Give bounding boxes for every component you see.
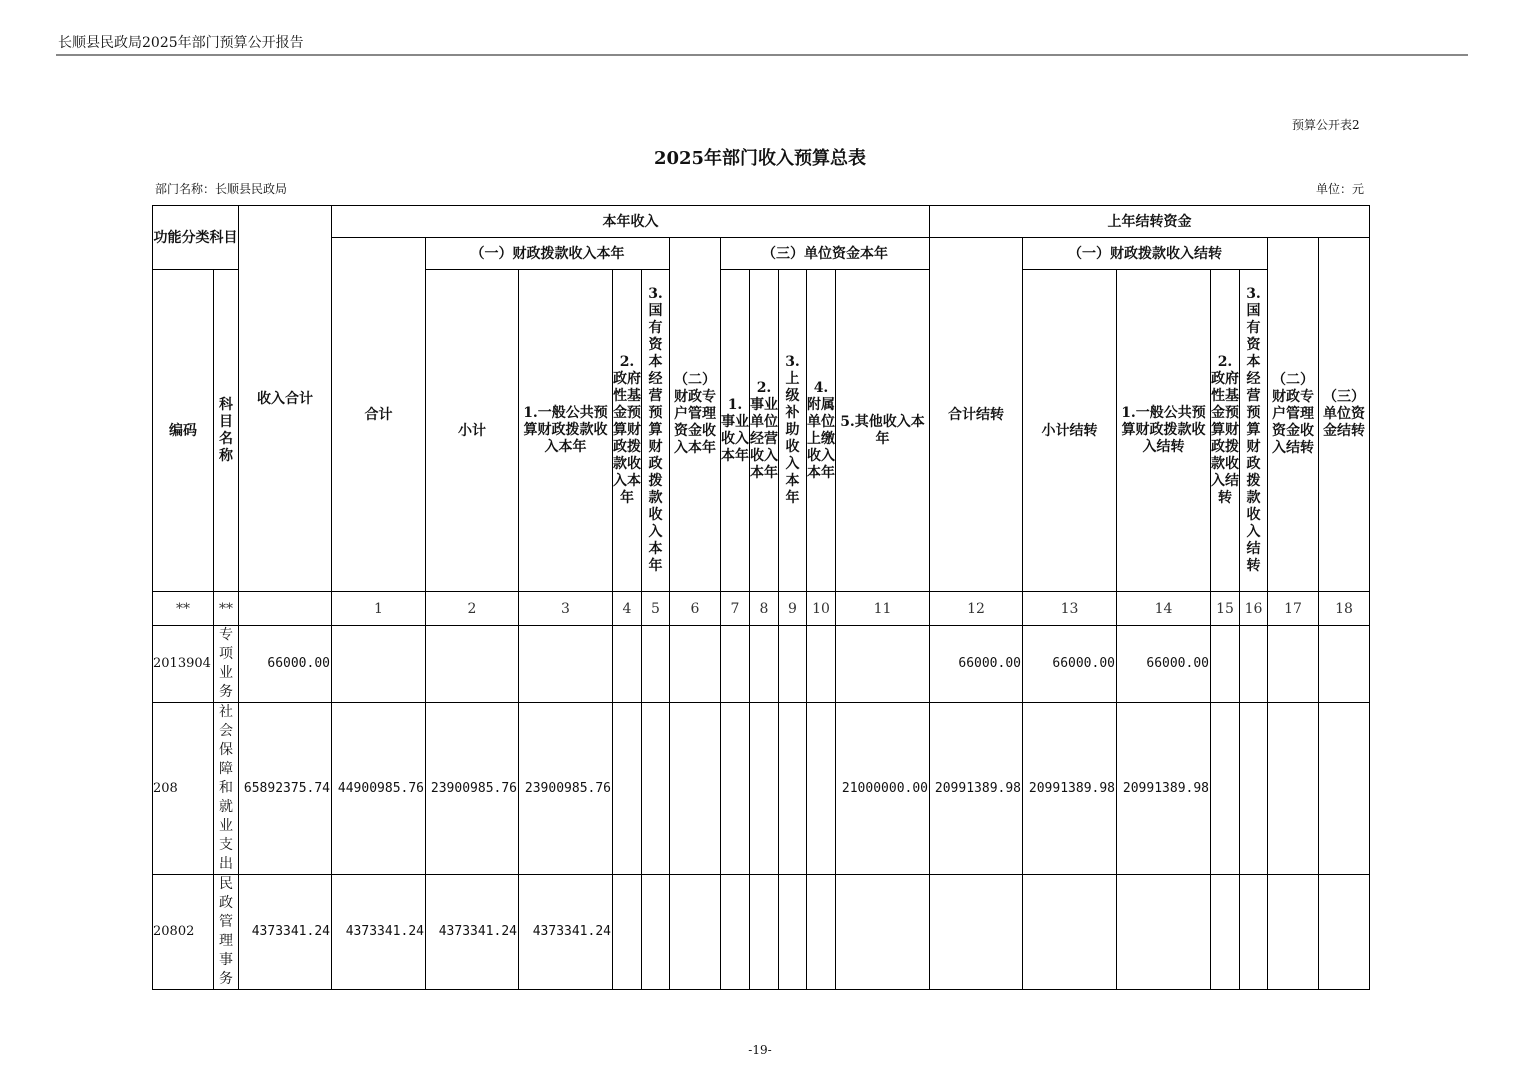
- row-cell: 20991389.98: [1117, 703, 1211, 875]
- header-fiscal-carryover: （一）财政拨款收入结转: [1023, 238, 1268, 270]
- row-cell: [670, 875, 721, 990]
- header-c14: 1.一般公共预算财政拨款收入结转: [1117, 270, 1211, 592]
- header-func-class: 功能分类科目: [153, 206, 239, 270]
- unit-label: 单位：元: [1316, 182, 1365, 196]
- row-cell: [670, 703, 721, 875]
- index-cell: 17: [1268, 592, 1319, 626]
- header-c17: （二）财政专户管理资金收入结转: [1268, 238, 1319, 592]
- row-code: 20802: [153, 875, 214, 990]
- row-cell: [779, 703, 807, 875]
- row-name: 民政管理事务: [214, 875, 239, 990]
- table-number: 预算公开表2: [1292, 118, 1360, 132]
- row-cell: [1319, 626, 1370, 703]
- index-cell: 7: [721, 592, 750, 626]
- index-cell: 16: [1240, 592, 1268, 626]
- row-cell: [836, 875, 930, 990]
- row-cell: [426, 626, 519, 703]
- row-cell: [807, 875, 836, 990]
- header-code: 编码: [153, 270, 214, 592]
- index-cell: 11: [836, 592, 930, 626]
- header-c8: 2.事业单位经营收入本年: [750, 270, 779, 592]
- row-cell: [721, 626, 750, 703]
- row-cell: [779, 875, 807, 990]
- header-c11: 5.其他收入本年: [836, 270, 930, 592]
- header-c15: 2.政府性基金预算财政拨款收入结转: [1211, 270, 1240, 592]
- row-cell: 4373341.24: [332, 875, 426, 990]
- header-c18: （三）单位资金结转: [1319, 238, 1370, 592]
- row-cell: [750, 875, 779, 990]
- page-number: -19-: [748, 1043, 772, 1057]
- budget-table: [152, 205, 1370, 990]
- row-cell: 4373341.24: [519, 875, 613, 990]
- table-row: [153, 626, 1370, 703]
- header-c10: 4.附属单位上缴收入本年: [807, 270, 836, 592]
- header-c2: 小计: [426, 270, 519, 592]
- index-cell: 2: [426, 592, 519, 626]
- row-cell: 20991389.98: [930, 703, 1023, 875]
- department-label: 部门名称：长顺县民政局: [155, 182, 288, 196]
- index-cell: 8: [750, 592, 779, 626]
- index-cell: **: [153, 592, 214, 626]
- index-cell: [239, 592, 332, 626]
- row-cell: [613, 626, 642, 703]
- row-cell: [642, 875, 670, 990]
- index-cell: 14: [1117, 592, 1211, 626]
- row-cell: [1268, 703, 1319, 875]
- row-cell: [721, 703, 750, 875]
- index-cell: 15: [1211, 592, 1240, 626]
- row-cell: [1211, 703, 1240, 875]
- row-cell: 23900985.76: [426, 703, 519, 875]
- header-c9: 3.上级补助收入本年: [779, 270, 807, 592]
- index-cell: 3: [519, 592, 613, 626]
- row-total: 4373341.24: [239, 875, 332, 990]
- header-c16: 3.国有资本经营预算财政拨款收入结转: [1240, 270, 1268, 592]
- index-cell: 18: [1319, 592, 1370, 626]
- row-total: 66000.00: [239, 626, 332, 703]
- row-name: 专项业务: [214, 626, 239, 703]
- row-cell: [670, 626, 721, 703]
- index-row: [153, 592, 1370, 626]
- row-cell: 66000.00: [1117, 626, 1211, 703]
- header-name: 科目名称: [214, 270, 239, 592]
- table-row: [153, 875, 1370, 990]
- header-fiscal-current: （一）财政拨款收入本年: [426, 238, 670, 270]
- header-divider: [56, 54, 1468, 56]
- document-header: 长顺县民政局2025年部门预算公开报告: [58, 35, 304, 51]
- row-cell: 21000000.00: [836, 703, 930, 875]
- row-cell: 66000.00: [1023, 626, 1117, 703]
- row-cell: [1319, 875, 1370, 990]
- row-cell: 23900985.76: [519, 703, 613, 875]
- row-cell: [750, 703, 779, 875]
- row-cell: [930, 875, 1023, 990]
- header-c6: （二）财政专户管理资金收入本年: [670, 238, 721, 592]
- row-cell: [519, 626, 613, 703]
- row-cell: [1211, 626, 1240, 703]
- index-cell: 13: [1023, 592, 1117, 626]
- header-c1: 合计: [332, 238, 426, 592]
- index-cell: 1: [332, 592, 426, 626]
- table-row: [153, 703, 1370, 875]
- row-cell: 20991389.98: [1023, 703, 1117, 875]
- row-cell: [750, 626, 779, 703]
- row-cell: [1240, 626, 1268, 703]
- row-cell: 4373341.24: [426, 875, 519, 990]
- row-cell: [1117, 875, 1211, 990]
- row-total: 65892375.74: [239, 703, 332, 875]
- row-cell: [836, 626, 930, 703]
- header-c5: 3.国有资本经营预算财政拨款收入本年: [642, 270, 670, 592]
- header-c4: 2.政府性基金预算财政拨款收入本年: [613, 270, 642, 592]
- row-cell: [807, 626, 836, 703]
- row-name: 社会保障和就业支出: [214, 703, 239, 875]
- row-cell: 44900985.76: [332, 703, 426, 875]
- index-cell: 4: [613, 592, 642, 626]
- row-cell: [332, 626, 426, 703]
- header-c13: 小计结转: [1023, 270, 1117, 592]
- index-cell: 12: [930, 592, 1023, 626]
- header-current-year: 本年收入: [332, 206, 930, 238]
- index-cell: 9: [779, 592, 807, 626]
- row-cell: [1211, 875, 1240, 990]
- header-carryover: 上年结转资金: [930, 206, 1370, 238]
- row-code: 2013904: [153, 626, 214, 703]
- row-cell: [613, 703, 642, 875]
- header-c3: 1.一般公共预算财政拨款收入本年: [519, 270, 613, 592]
- row-cell: [1023, 875, 1117, 990]
- row-cell: [1240, 875, 1268, 990]
- index-cell: **: [214, 592, 239, 626]
- row-cell: [1268, 626, 1319, 703]
- row-cell: [721, 875, 750, 990]
- row-cell: 66000.00: [930, 626, 1023, 703]
- index-cell: 5: [642, 592, 670, 626]
- row-cell: [642, 703, 670, 875]
- header-unit-funds-current: （三）单位资金本年: [721, 238, 930, 270]
- row-cell: [613, 875, 642, 990]
- index-cell: 10: [807, 592, 836, 626]
- header-total-income: 收入合计: [239, 206, 332, 592]
- row-cell: [779, 626, 807, 703]
- index-cell: 6: [670, 592, 721, 626]
- row-cell: [1240, 703, 1268, 875]
- row-cell: [642, 626, 670, 703]
- row-cell: [807, 703, 836, 875]
- row-cell: [1268, 875, 1319, 990]
- page-title: 2025年部门收入预算总表: [653, 148, 867, 169]
- header-c7: 1.事业收入本年: [721, 270, 750, 592]
- row-cell: [1319, 703, 1370, 875]
- row-code: 208: [153, 703, 214, 875]
- header-c12: 合计结转: [930, 238, 1023, 592]
